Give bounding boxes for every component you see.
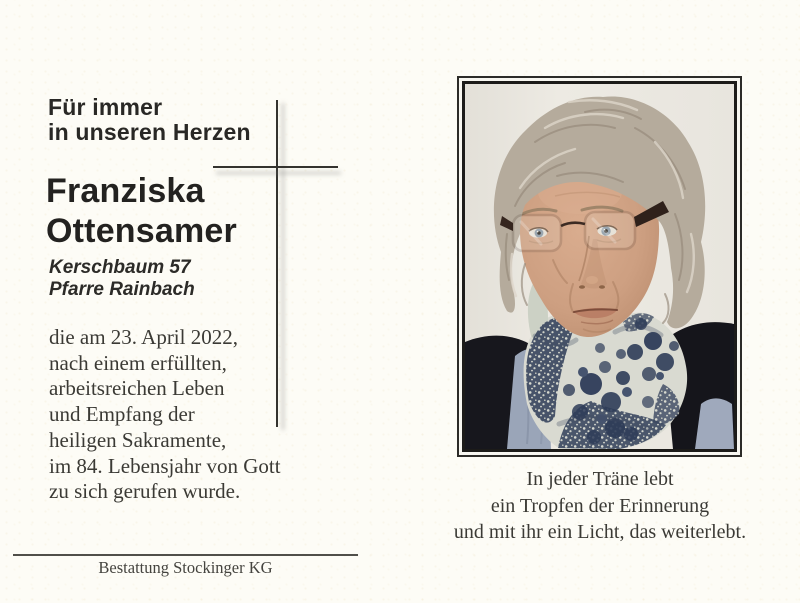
obituary-line: im 84. Lebensjahr von Gott — [49, 453, 281, 478]
caption-line: In jeder Träne lebt — [526, 468, 674, 490]
deceased-name-line: Ottensamer — [46, 212, 237, 250]
portrait-photo-frame — [457, 76, 742, 457]
photo-caption — [428, 466, 772, 546]
deceased-name-line: Franziska — [46, 172, 205, 210]
address-line: Pfarre Rainbach — [49, 278, 195, 300]
obituary-line: und Empfang der — [49, 402, 195, 427]
caption-line: und mit ihr ein Licht, das weiterlebt. — [453, 521, 747, 543]
deceased-name — [46, 171, 237, 251]
intro-line: in unseren Herzen — [48, 119, 251, 145]
intro-text — [48, 95, 251, 145]
obituary-line: nach einem erfüllten, — [49, 350, 227, 375]
caption-line: ein Tropfen der Erinnerung — [490, 494, 710, 517]
cross-horizontal-line — [213, 166, 338, 168]
funeral-home-divider — [13, 554, 358, 556]
intro-line: Für immer — [48, 94, 163, 120]
portrait-illustration — [465, 84, 734, 449]
obituary-text — [49, 325, 281, 505]
portrait-photo — [462, 81, 737, 452]
obituary-line: zu sich gerufen wurde. — [49, 479, 241, 504]
funeral-home-label: Bestattung Stockinger KG — [98, 558, 273, 577]
obituary-line: die am 23. April 2022, — [49, 325, 238, 349]
obituary-line: arbeitsreichen Leben — [49, 376, 225, 401]
address-block — [49, 257, 195, 300]
obituary-line: heiligen Sakramente, — [49, 427, 227, 452]
address-line: Kerschbaum 57 — [49, 257, 191, 278]
